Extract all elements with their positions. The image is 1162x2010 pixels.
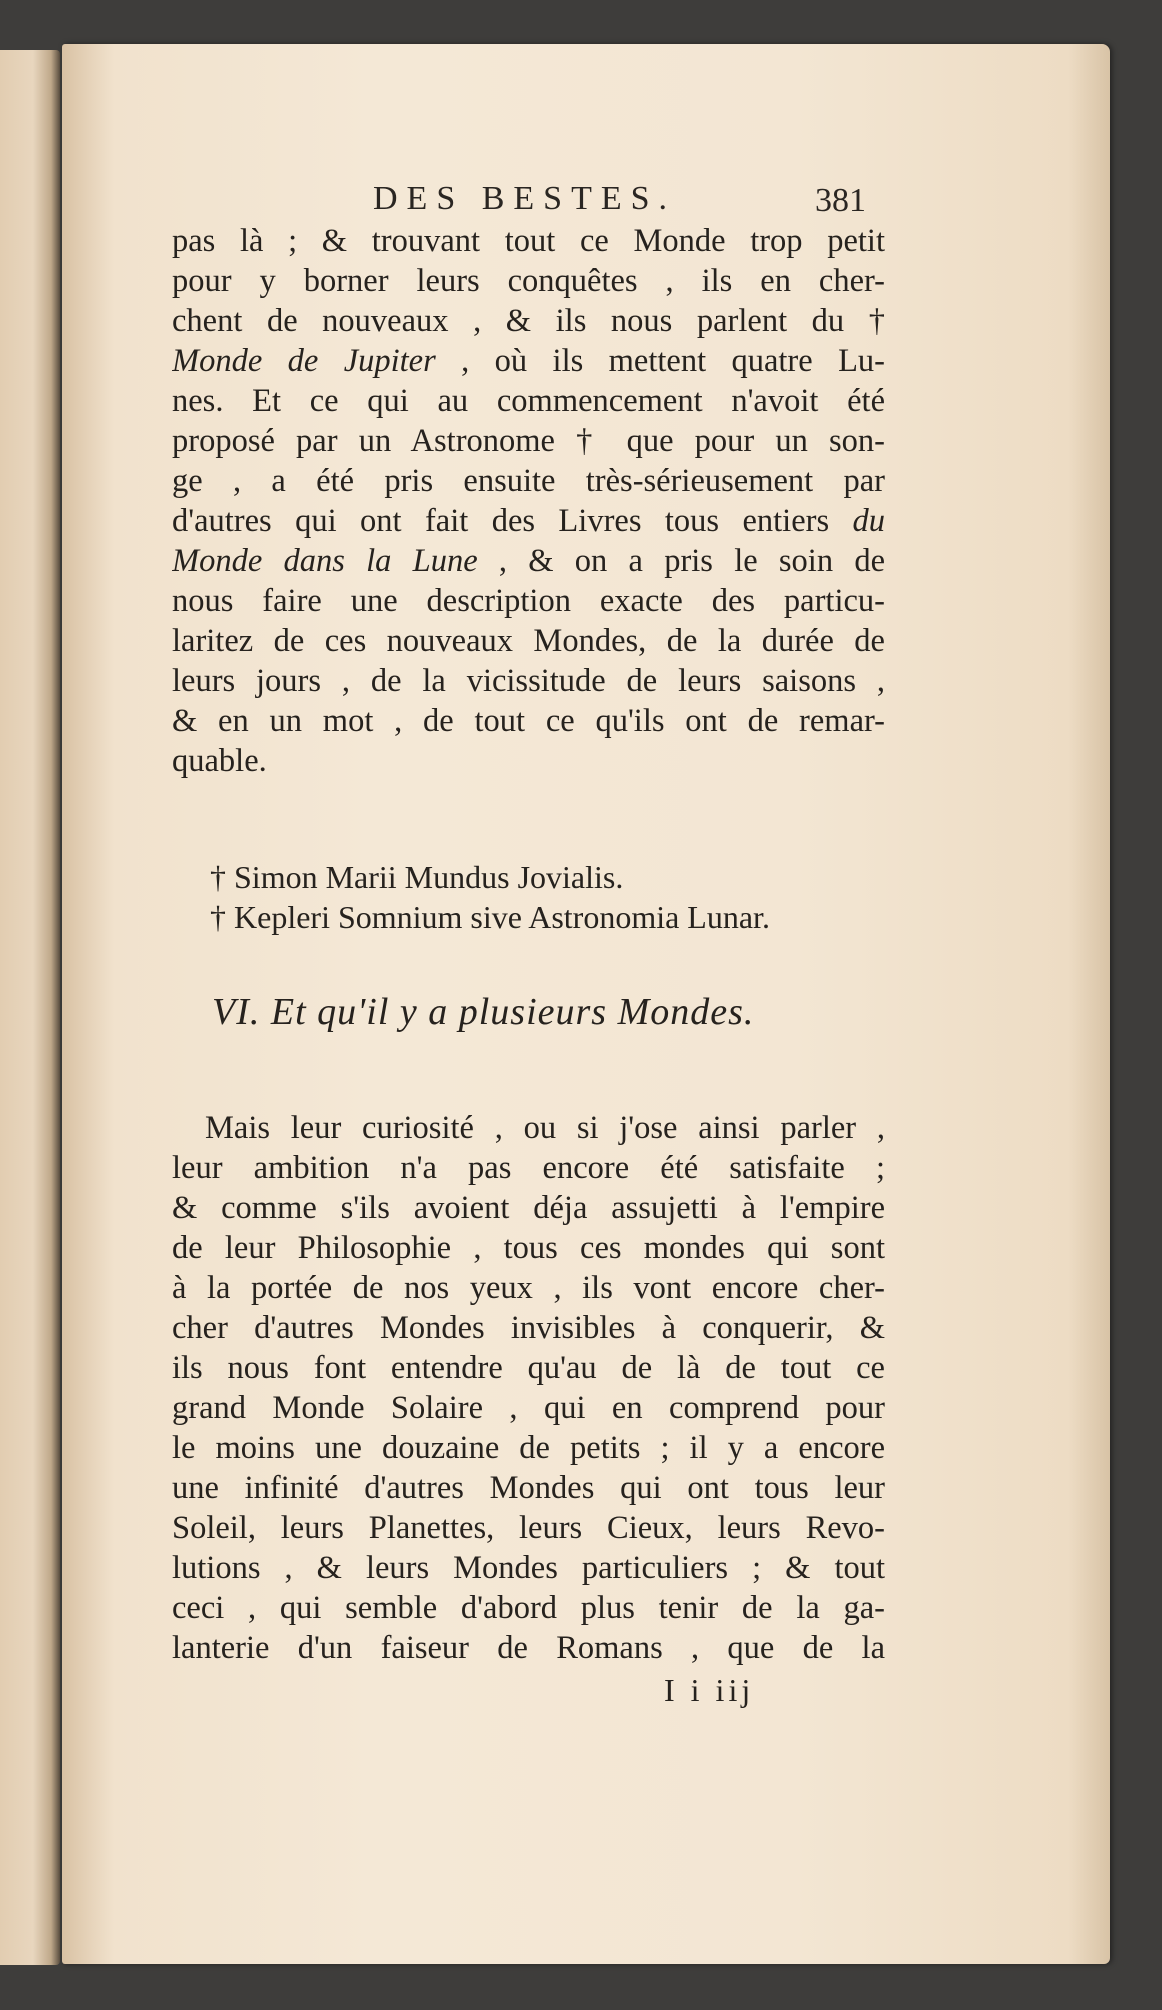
text-line: leur ambition n'a pas encore été satisfaite ; [172, 1150, 885, 1186]
italic-title: Monde de Jupiter [172, 343, 436, 379]
text-line: Soleil, leurs Planettes, leurs Cieux, leurs Revo- [172, 1510, 885, 1546]
text-line: ceci , qui semble d'abord plus tenir de la ga- [172, 1590, 885, 1626]
text-line: laritez de ces nouveaux Mondes, de la durée de [172, 623, 885, 659]
text-line: lutions , & leurs Mondes particuliers ; & tout [172, 1550, 885, 1586]
text-line: une infinité d'autres Mondes qui ont tous leur [172, 1470, 885, 1506]
text-line: d'autres qui ont fait des Livres tous entiers du [172, 503, 885, 539]
text-line: de leur Philosophie , tous ces mondes qui sont [172, 1230, 885, 1266]
text-line: chent de nouveaux , & ils nous parlent du † [172, 303, 885, 339]
text-line: & comme s'ils avoient déja assujetti à l'empire [172, 1190, 885, 1226]
text-line: Mais leur curiosité , ou si j'ose ainsi parler , [205, 1110, 885, 1146]
text-line: ge , a été pris ensuite très-sérieusement par [172, 463, 885, 499]
signature-mark: I i iij [664, 1672, 755, 1708]
text-line: à la portée de nos yeux , ils vont encore cher- [172, 1270, 885, 1306]
text-line: lanterie d'un faiseur de Romans , que de la [172, 1630, 885, 1666]
facing-page-edge [0, 50, 60, 1965]
text-line: Monde de Jupiter , où ils mettent quatre Lu- [172, 343, 885, 379]
text-line: cher d'autres Mondes invisibles à conquerir, & [172, 1310, 885, 1346]
text-line: & en un mot , de tout ce qu'ils ont de remar- [172, 703, 885, 739]
text-line: pour y borner leurs conquêtes , ils en cher- [172, 263, 885, 299]
text-line: leurs jours , de la vicissitude de leurs saisons , [172, 663, 885, 699]
page-number: 381 [815, 182, 866, 219]
text-line: le moins une douzaine de petits ; il y a encore [172, 1430, 885, 1466]
text-line: nes. Et ce qui au commencement n'avoit été [172, 383, 885, 419]
text-line: nous faire une description exacte des particu- [172, 583, 885, 619]
text-line: Monde dans la Lune , & on a pris le soin de [172, 543, 885, 579]
text-line: ils nous font entendre qu'au de là de tout ce [172, 1350, 885, 1386]
italic-word: du [852, 503, 885, 539]
footnote: † Kepleri Somnium sive Astronomia Lunar. [210, 899, 770, 935]
running-head: DES BESTES. [373, 180, 677, 217]
italic-title: Monde dans la Lune [172, 543, 478, 579]
text-line: proposé par un Astronome † que pour un son- [172, 423, 885, 459]
footnote: † Simon Marii Mundus Jovialis. [210, 859, 624, 895]
section-heading: VI. Et qu'il y a plusieurs Mondes. [212, 991, 755, 1033]
text-line: grand Monde Solaire , qui en comprend pour [172, 1390, 885, 1426]
text-line: pas là ; & trouvant tout ce Monde trop petit [172, 223, 885, 259]
text-line: quable. [172, 743, 267, 779]
